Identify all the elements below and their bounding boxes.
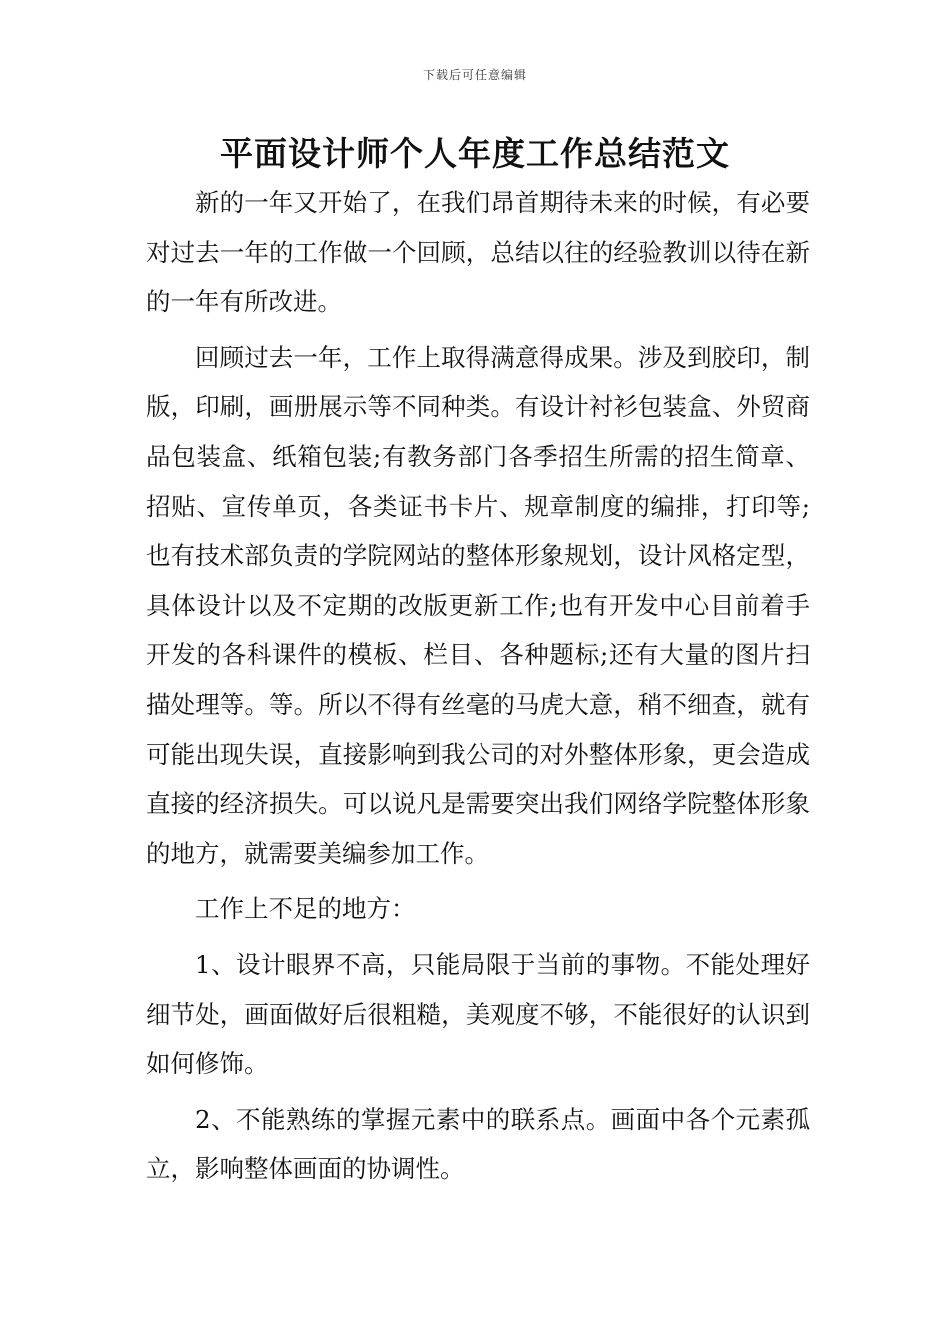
paragraph-shortcoming-1: 1、设计眼界不高，只能局限于当前的事物。不能处理好细节处，画面做好后很粗糙，美观度不够，不能很好的认识到如何修饰。 bbox=[146, 949, 810, 1079]
document-body bbox=[146, 178, 810, 1200]
paragraph-intro: 新的一年又开始了，在我们昂首期待未来的时候，有必要对过去一年的工作做一个回顾，总结以往的经验教训以待在新的一年有所改进。 bbox=[146, 188, 810, 317]
document-title: 平面设计师个人年度工作总结范文 bbox=[220, 134, 730, 173]
paragraph-review: 回顾过去一年，工作上取得满意得成果。涉及到胶印，制版，印刷，画册展示等不同种类。有设计衬衫包装盒、外贸商品包装盒、纸箱包装;有教务部门各季招生所需的招生简章、招贴、宣传单页，各类证书卡片、规章制度的编排，打印等;也有技术部负责的学院网站的整体形象规划，设计风格定型，具体设计以及不定期的改版更新工作;也有开发中心目前着手开发的各科课件的模板、栏目、各种题标;还有大量的图片扫描处理等。等。所以不得有丝毫的马虎大意，稍不细查，就有可能出现失误，直接影响到我公司的对外整体形象，更会造成直接的经济损失。可以说凡是需要突出我们网络学院整体形象的地方，就需要美编参加工作。 bbox=[146, 342, 810, 868]
paragraph-shortcomings-heading: 工作上不足的地方： bbox=[195, 894, 416, 924]
paragraph-shortcoming-2: 2、不能熟练的掌握元素中的联系点。画面中各个元素孤立，影响整体画面的协调性。 bbox=[146, 1104, 810, 1184]
header-note: 下载后可任意编辑 bbox=[422, 68, 527, 82]
